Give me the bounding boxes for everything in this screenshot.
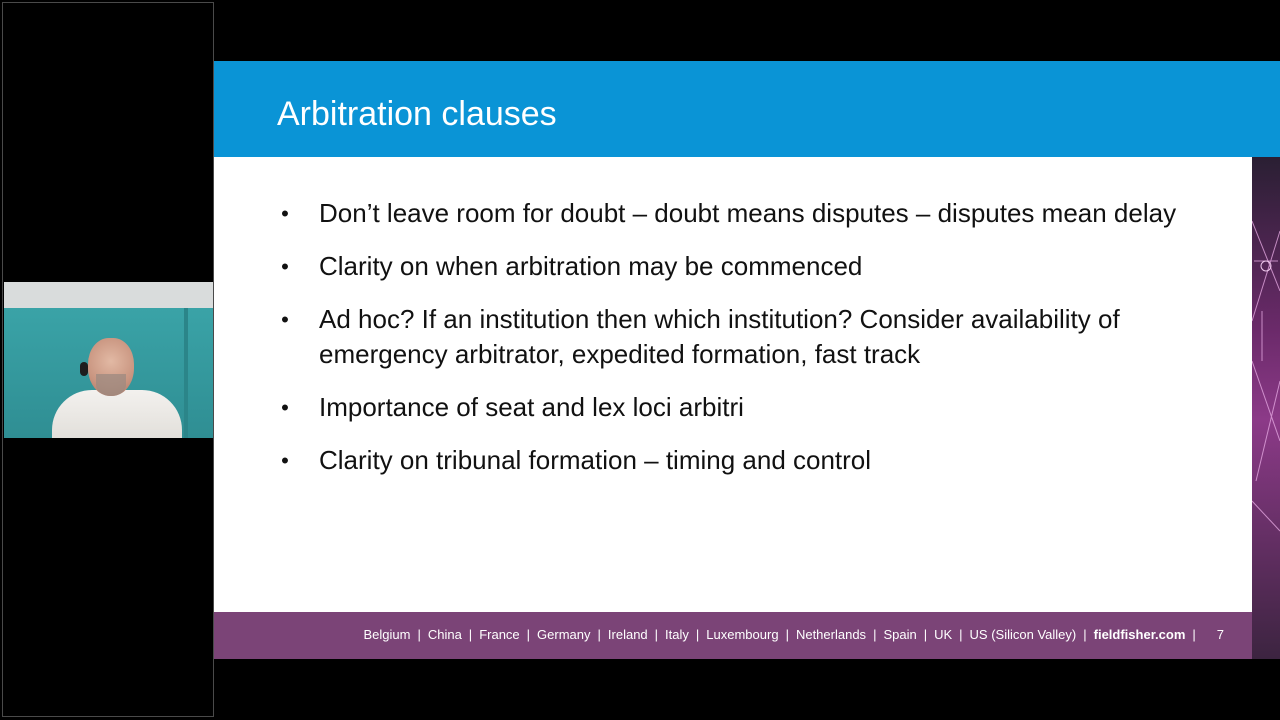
footer-separator: |: [785, 627, 789, 642]
footer-separator: |: [1083, 627, 1087, 642]
footer-separator: |: [417, 627, 421, 642]
bullet-marker: •: [281, 307, 289, 332]
participant-beard: [96, 374, 126, 396]
footer-country: US (Silicon Valley): [969, 627, 1077, 642]
footer-separator: |: [695, 627, 700, 642]
footer-office-list: [363, 626, 1224, 644]
footer-country: Netherlands: [795, 627, 867, 642]
footer-separator: |: [597, 627, 601, 642]
footer-country: Spain: [883, 627, 917, 642]
bullet-item: [277, 249, 1237, 284]
bullet-marker: •: [281, 448, 289, 473]
footer-separator: |: [873, 627, 877, 642]
bullet-item: [277, 302, 1237, 372]
footer-country: Ireland: [607, 627, 648, 642]
footer-separator: |: [1192, 627, 1196, 642]
slide-footer: [214, 612, 1252, 659]
bullet-marker: •: [281, 254, 289, 279]
participant-shirt: [52, 390, 182, 438]
footer-country: France: [479, 627, 520, 642]
bullet-text: Importance of seat and lex loci arbitri: [319, 392, 744, 422]
participant-person: [52, 332, 192, 438]
bullet-list: [277, 196, 1237, 496]
footer-separator: |: [526, 627, 531, 642]
footer-separator: |: [923, 627, 928, 642]
bullet-marker: •: [281, 395, 289, 420]
footer-country: Belgium: [363, 627, 411, 642]
bullet-item: [277, 196, 1237, 231]
bullet-item: [277, 390, 1237, 425]
footer-separator: |: [654, 627, 659, 642]
slide-page-number: 7: [1216, 627, 1224, 642]
footer-brand-link: fieldfisher.com: [1093, 627, 1186, 642]
footer-country: Italy: [665, 627, 689, 642]
participant-video-tile[interactable]: [4, 282, 213, 438]
bullet-text: Clarity on tribunal formation – timing and control: [319, 445, 872, 475]
bullet-item: [277, 443, 1237, 478]
footer-separator: |: [468, 627, 473, 642]
bullet-marker: •: [281, 201, 289, 226]
footer-separator: |: [959, 627, 963, 642]
slide-decoration: [1252, 61, 1280, 659]
footer-country: Luxembourg: [706, 627, 779, 642]
footer-country: UK: [934, 627, 953, 642]
headset-icon: [80, 362, 88, 376]
slide-header: [214, 61, 1252, 157]
footer-country: Germany: [537, 627, 591, 642]
presentation-slide: [214, 61, 1280, 659]
bullet-text: Don’t leave room for doubt – doubt means disputes – disputes mean delay: [319, 198, 1177, 228]
bullet-text: Clarity on when arbitration may be commenced: [319, 251, 863, 281]
slide-title: Arbitration clauses: [277, 95, 557, 133]
footer-country: China: [427, 627, 462, 642]
bullet-text: Ad hoc? If an institution then which institution? Consider availability of emergency arbitrator, expedited formation, fast track: [319, 304, 1120, 369]
